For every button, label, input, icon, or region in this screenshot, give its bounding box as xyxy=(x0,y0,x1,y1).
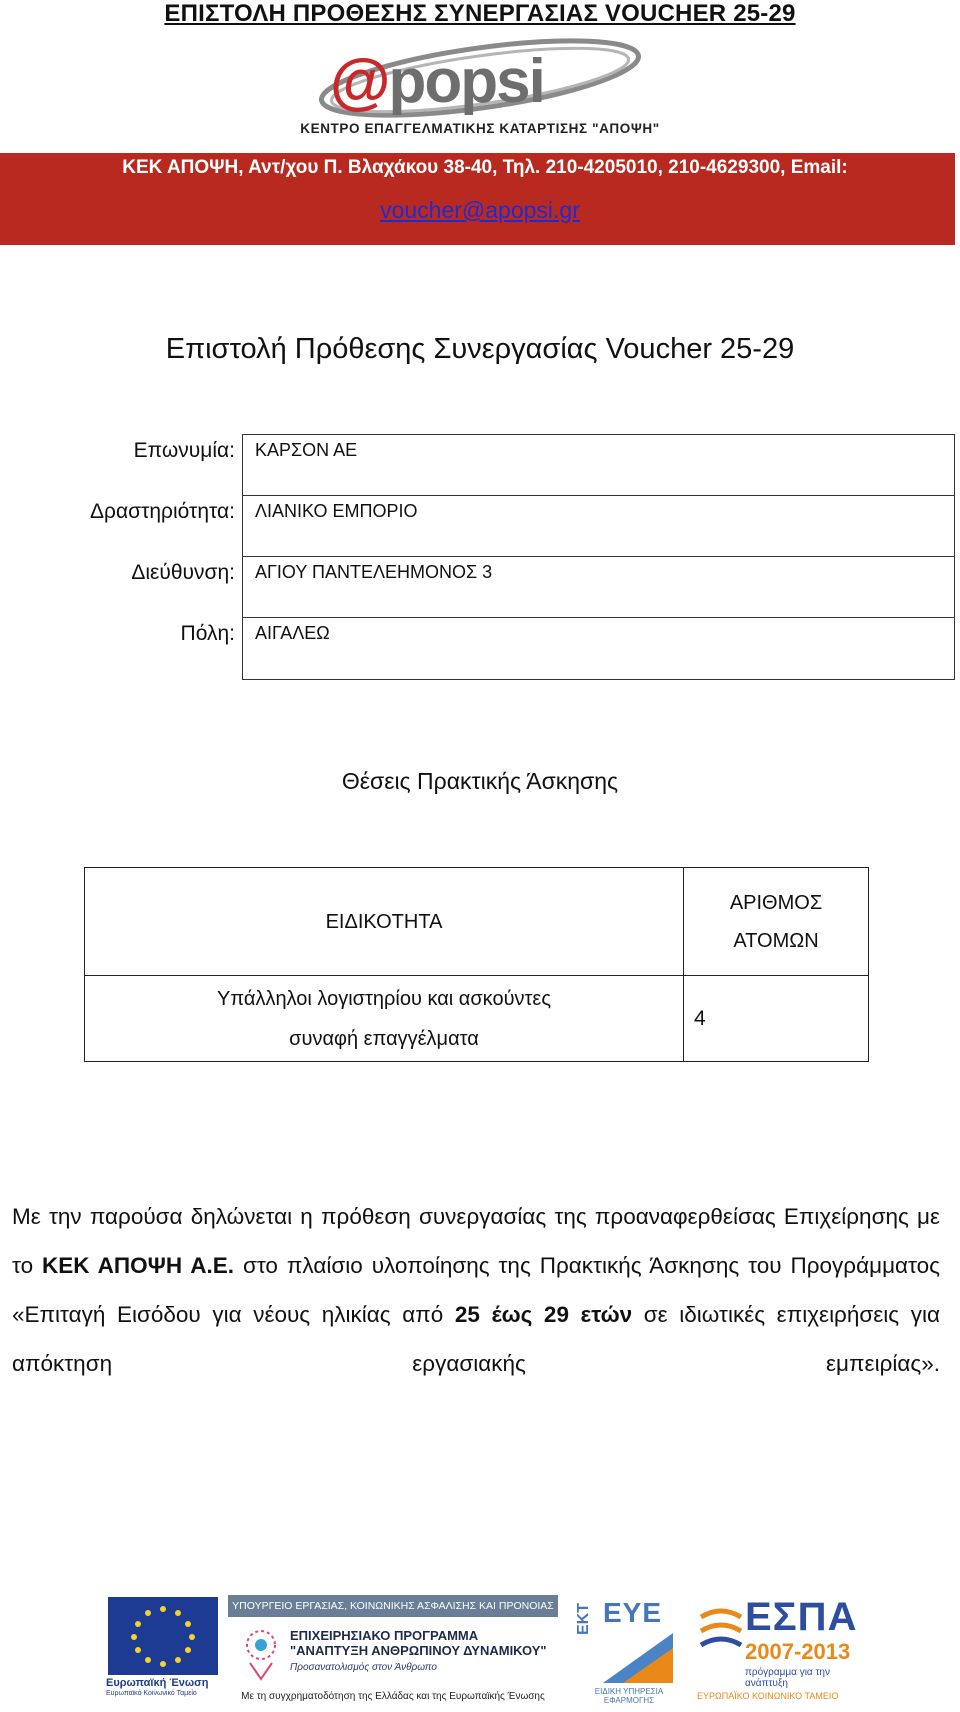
espa-years: 2007-2013 xyxy=(745,1639,851,1664)
eu-flag-icon xyxy=(108,1597,218,1675)
cell-specialty: Υπάλληλοι λογιστηρίου και ασκούντες συναφή επαγγέλματα xyxy=(85,976,684,1061)
cell-count: 4 xyxy=(694,1006,706,1030)
eye-logo xyxy=(575,1595,680,1703)
value-address: ΑΓΙΟΥ ΠΑΝΤΕΛΕΗΜΟΝΟΣ 3 xyxy=(243,557,954,618)
program-line-1: ΕΠΙΧΕΙΡΗΣΙΑΚΟ ΠΡΟΓΡΑΜΜΑ xyxy=(290,1628,479,1643)
letter-title: Επιστολή Πρόθεσης Συνεργασίας Voucher 25-29 xyxy=(165,333,795,365)
statement-text-3: σε ιδιωτικές επιχειρήσεις για απόκτηση εργασιακής εμπειρίας». xyxy=(12,1302,940,1376)
espa-logo xyxy=(697,1595,857,1703)
eye-graphic-icon xyxy=(603,1633,673,1683)
program-line-2: "ΑΝΑΠΤΥΞΗ ΑΝΘΡΩΠΙΝΟΥ ΔΥΝΑΜΙΚΟΥ" xyxy=(290,1643,547,1658)
statement-age-range: 25 έως 29 ετών xyxy=(454,1302,633,1327)
cofunding-note: Με τη συγχρηματοδότηση της Ελλάδας και της Ευρωπαϊκής Ένωσης xyxy=(241,1691,545,1702)
ekt-label: ΕΚΤ xyxy=(575,1603,592,1635)
value-activity: ΛΙΑΝΙΚΟ ΕΜΠΟΡΙΟ xyxy=(243,496,954,557)
espa-title: ΕΣΠΑ xyxy=(745,1595,858,1639)
table-header-row xyxy=(85,868,868,976)
footer-logos xyxy=(100,1593,860,1708)
espa-swoosh-icon xyxy=(697,1605,743,1665)
document-title: ΕΠΙΣΤΟΛΗ ΠΡΟΘΕΣΗΣ ΣΥΝΕΡΓΑΣΙΑΣ VOUCHER 25-29 xyxy=(164,0,796,27)
label-activity: Δραστηριότητα: xyxy=(90,500,235,523)
header-specialty: ΕΙΔΙΚΟΤΗΤΑ xyxy=(85,868,684,975)
value-city: ΑΙΓΑΛΕΩ xyxy=(255,623,330,643)
espa-subtitle: πρόγραμμα για την ανάπτυξη xyxy=(745,1667,830,1689)
company-info-labels xyxy=(0,434,235,678)
label-company-name: Επωνυμία: xyxy=(133,439,235,462)
table-row xyxy=(85,976,868,1061)
label-address: Διεύθυνση: xyxy=(131,561,235,584)
company-info-box xyxy=(242,434,955,680)
eye-title: ΕΥΕ xyxy=(603,1597,663,1628)
statement-paragraph xyxy=(12,1192,940,1388)
program-tagline: Προσανατολισμός στον Άνθρωπο xyxy=(290,1662,437,1673)
contact-line: ΚΕΚ ΑΠΟΨΗ, Αντ/χου Π. Βλαχάκου 38-40, Τηλ. 210-4205010, 210-4629300, Email: xyxy=(122,157,848,178)
ministry-logo xyxy=(228,1595,558,1703)
statement-kek-name: ΚΕΚ ΑΠΟΨΗ Α.Ε. xyxy=(42,1253,235,1278)
apopsi-logo xyxy=(290,38,670,138)
eye-subtitle: ΕΙΔΙΚΗ ΥΠΗΡΕΣΙΑ ΕΦΑΡΜΟΓΗΣ xyxy=(594,1687,664,1705)
ministry-bar: ΥΠΟΥΡΓΕΙΟ ΕΡΓΑΣΙΑΣ, ΚΟΙΝΩΝΙΚΗΣ ΑΣΦΑΛΙΣΗΣ ΚΑΙ ΠΡΟΝΟΙΑΣ xyxy=(228,1595,558,1617)
statement-text-2: στο πλαίσιο υλοποίησης της Πρακτικής Άσκησης του Προγράμματος «Επιταγή Εισόδου για νέους ηλικίας από xyxy=(12,1253,940,1327)
statement-text-1: Με την παρούσα δηλώνεται η πρόθεση συνεργασίας της προαναφερθείσας Επιχείρησης με το xyxy=(12,1204,940,1278)
label-city: Πόλη: xyxy=(180,622,235,645)
positions-section-title: Θέσεις Πρακτικής Άσκησης xyxy=(341,768,619,794)
eu-subcaption: Ευρωπαϊκό Κοινωνικό Ταμείο xyxy=(106,1690,197,1697)
program-emblem-icon xyxy=(238,1623,284,1683)
positions-table xyxy=(84,867,869,1062)
logo-subtitle: ΚΕΝΤΡΟ ΕΠΑΓΓΕΛΜΑΤΙΚΗΣ ΚΑΤΑΡΤΙΣΗΣ "ΑΠΟΨΗ" xyxy=(300,121,660,136)
eu-caption: Ευρωπαϊκή Ένωση xyxy=(106,1677,209,1689)
header-count: ΑΡΙΘΜΟΣ ΑΤΟΜΩΝ xyxy=(729,891,823,952)
value-company-name: ΚΑΡΣΟΝ ΑΕ xyxy=(243,435,954,496)
contact-email-link[interactable]: voucher@apopsi.gr xyxy=(380,197,580,223)
logo-wordmark: @popsi xyxy=(330,47,544,116)
espa-fund: ΕΥΡΩΠΑΪΚΟ ΚΟΙΝΩΝΙΚΟ ΤΑΜΕΙΟ xyxy=(697,1691,839,1701)
program-name xyxy=(290,1628,547,1658)
